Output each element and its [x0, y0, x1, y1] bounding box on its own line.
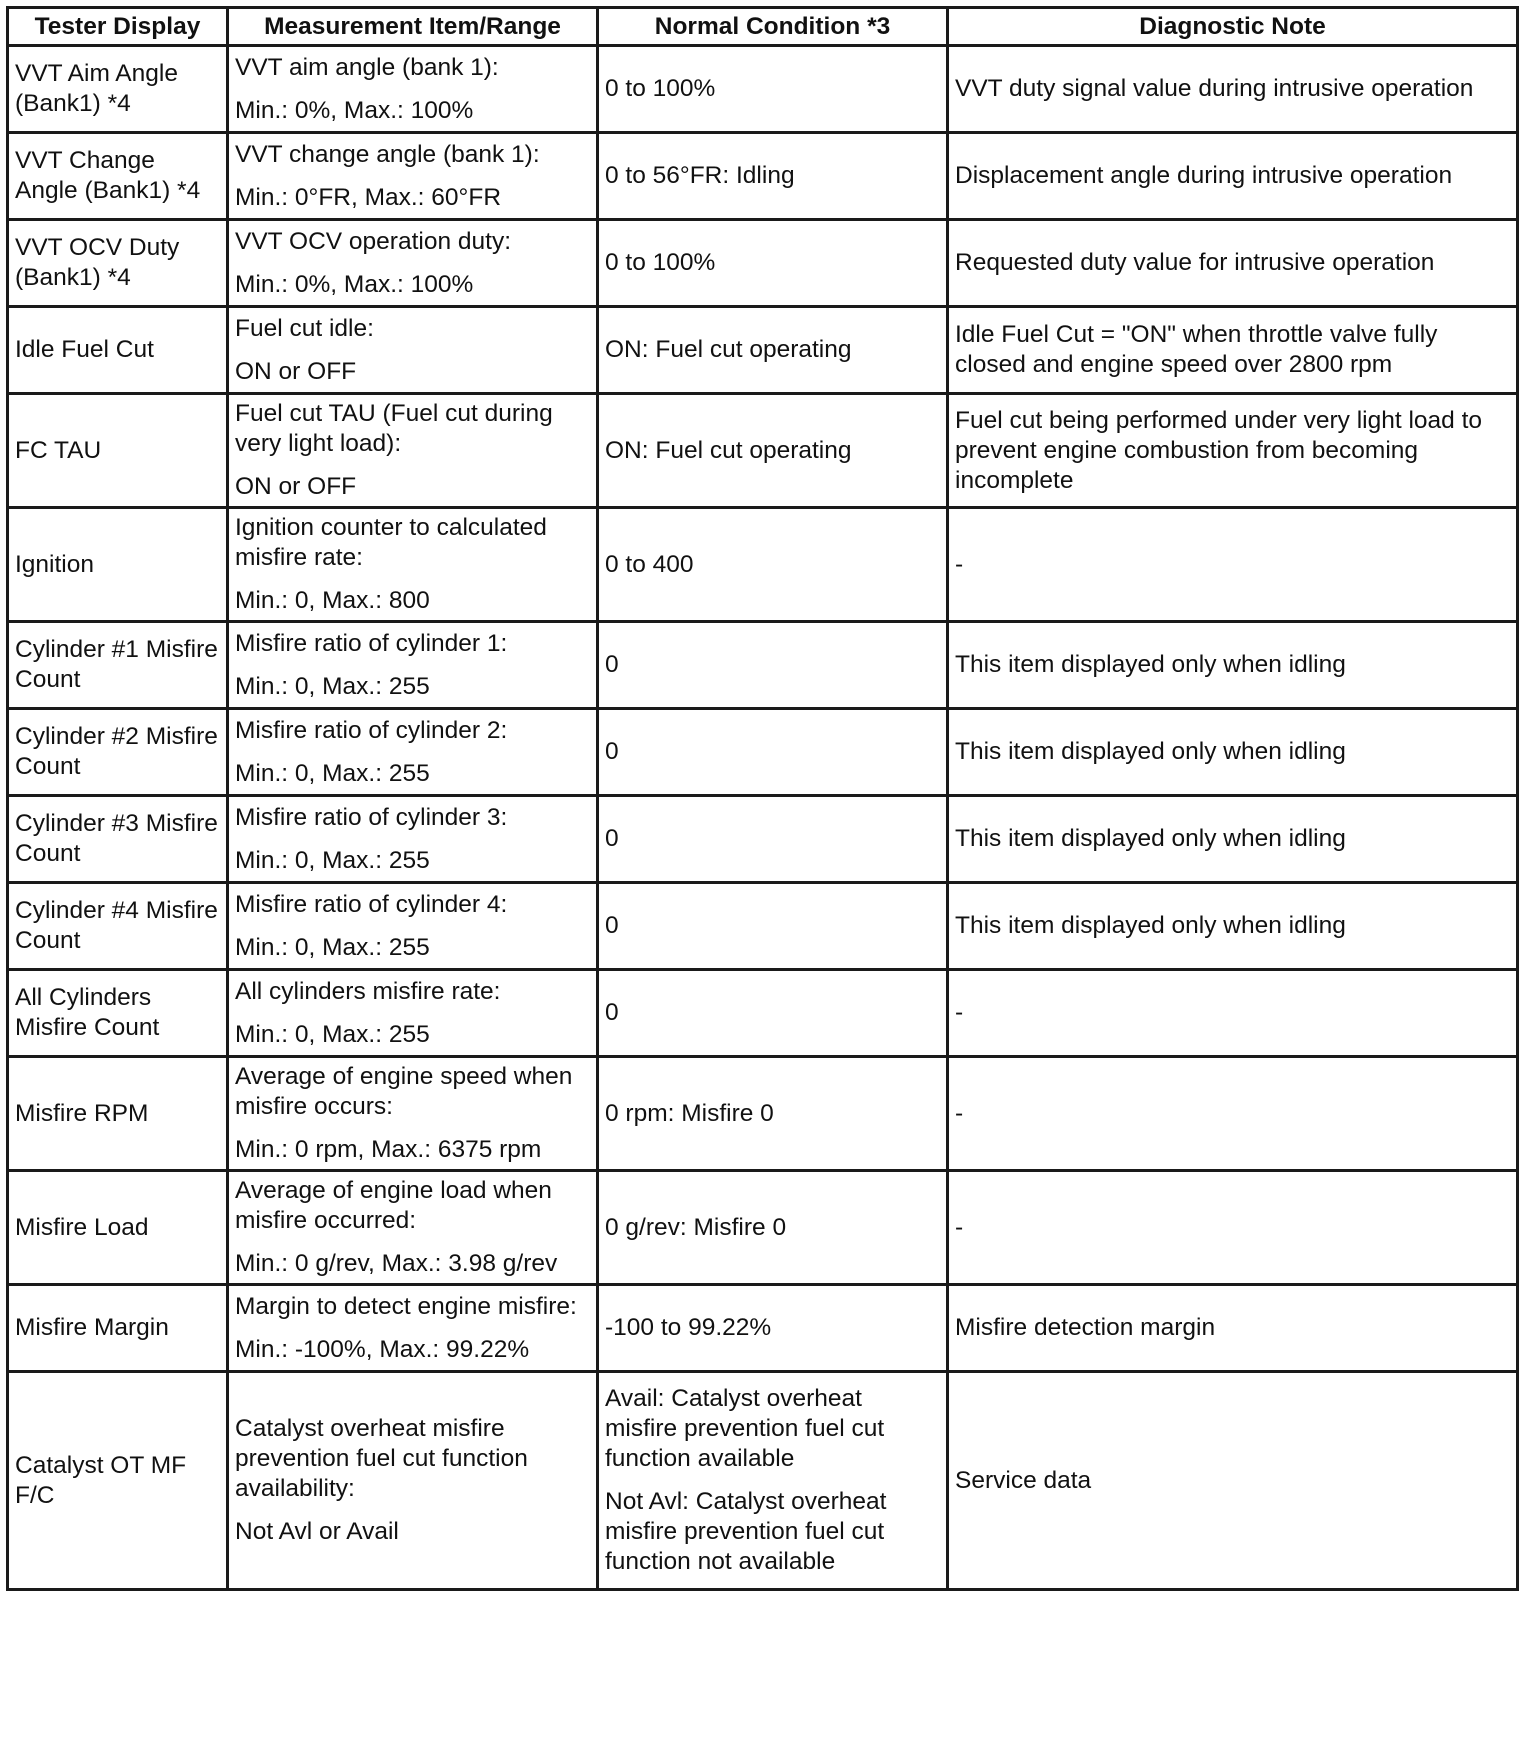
table-row [8, 508, 1518, 622]
table-row [8, 622, 1518, 709]
measurement-range: Min.: 0%, Max.: 100% [235, 96, 474, 124]
measurement-cell [228, 394, 598, 508]
diagnostic-note-cell: - [948, 1057, 1518, 1171]
header-measurement-item: Measurement Item/Range [228, 8, 598, 46]
tester-display-cell: Misfire RPM [8, 1057, 228, 1171]
table-row [8, 1171, 1518, 1285]
normal-condition-cell: -100 to 99.22% [598, 1285, 948, 1372]
measurement-range: ON or OFF [235, 473, 357, 500]
measurement-cell [228, 1285, 598, 1372]
table-row [8, 133, 1518, 220]
tester-display-cell: Cylinder #2 Misfire Count [8, 709, 228, 796]
table-row [8, 1372, 1518, 1590]
measurement-cell [228, 883, 598, 970]
normal-condition-cell: 0 g/rev: Misfire 0 [598, 1171, 948, 1285]
measurement-item: VVT change angle (bank 1): [235, 140, 540, 168]
normal-condition-cell: 0 rpm: Misfire 0 [598, 1057, 948, 1171]
table-row [8, 394, 1518, 508]
measurement-cell [228, 796, 598, 883]
normal-condition-avail: Avail: Catalyst overheat misfire prevention fuel cut function available [605, 1385, 885, 1472]
diagnostic-note-cell: - [948, 1171, 1518, 1285]
diagnostic-note-cell: Idle Fuel Cut = "ON" when throttle valve fully closed and engine speed over 2800 rpm [948, 307, 1518, 394]
measurement-item: Average of engine load when misfire occurred: [235, 1177, 552, 1234]
normal-condition-cell: 0 [598, 970, 948, 1057]
diagnostic-note-cell: Service data [948, 1372, 1518, 1590]
diagnostic-note-cell: VVT duty signal value during intrusive operation [948, 46, 1518, 133]
table-row [8, 970, 1518, 1057]
measurement-cell [228, 622, 598, 709]
header-diagnostic-note: Diagnostic Note [948, 8, 1518, 46]
normal-condition-cell [598, 1372, 948, 1590]
header-normal-condition: Normal Condition *3 [598, 8, 948, 46]
normal-condition-cell: 0 [598, 622, 948, 709]
diagnostic-note-cell: - [948, 508, 1518, 622]
measurement-item: Misfire ratio of cylinder 3: [235, 803, 508, 831]
measurement-range: Min.: 0, Max.: 255 [235, 1020, 430, 1048]
measurement-range: Min.: 0 g/rev, Max.: 3.98 g/rev [235, 1250, 558, 1277]
measurement-item: VVT OCV operation duty: [235, 227, 511, 255]
table-row [8, 709, 1518, 796]
measurement-item: Misfire ratio of cylinder 4: [235, 890, 508, 918]
normal-condition-cell: 0 to 56°FR: Idling [598, 133, 948, 220]
measurement-range: ON or OFF [235, 357, 357, 385]
measurement-range: Min.: 0, Max.: 800 [235, 587, 430, 614]
tester-display-cell: Cylinder #4 Misfire Count [8, 883, 228, 970]
measurement-item: Fuel cut TAU (Fuel cut during very light load): [235, 400, 553, 457]
measurement-item: Average of engine speed when misfire occurs: [235, 1063, 573, 1120]
normal-condition-cell: 0 [598, 709, 948, 796]
tester-display-cell: Catalyst OT MF F/C [8, 1372, 228, 1590]
measurement-range: Min.: 0, Max.: 255 [235, 759, 430, 787]
diagnostic-note-cell: Misfire detection margin [948, 1285, 1518, 1372]
tester-display-cell: VVT Change Angle (Bank1) *4 [8, 133, 228, 220]
data-list-table [6, 6, 1519, 1591]
measurement-cell [228, 970, 598, 1057]
tester-display-cell: VVT OCV Duty (Bank1) *4 [8, 220, 228, 307]
normal-condition-cell: 0 [598, 796, 948, 883]
diagnostic-note-cell: This item displayed only when idling [948, 796, 1518, 883]
page [6, 6, 1519, 1591]
measurement-cell [228, 508, 598, 622]
measurement-item: Misfire ratio of cylinder 2: [235, 716, 508, 744]
tester-display-cell: Ignition [8, 508, 228, 622]
measurement-range: Not Avl or Avail [235, 1518, 399, 1545]
measurement-range: Min.: 0, Max.: 255 [235, 933, 430, 961]
normal-condition-cell: 0 to 100% [598, 220, 948, 307]
measurement-cell [228, 220, 598, 307]
measurement-item: Misfire ratio of cylinder 1: [235, 629, 508, 657]
measurement-range: Min.: 0 rpm, Max.: 6375 rpm [235, 1136, 542, 1163]
tester-display-cell: Misfire Margin [8, 1285, 228, 1372]
measurement-range: Min.: 0, Max.: 255 [235, 846, 430, 874]
table-row [8, 1285, 1518, 1372]
table-row [8, 883, 1518, 970]
diagnostic-note-cell: Requested duty value for intrusive operation [948, 220, 1518, 307]
diagnostic-note-cell: This item displayed only when idling [948, 622, 1518, 709]
table-row [8, 46, 1518, 133]
measurement-cell [228, 1372, 598, 1590]
table-row [8, 796, 1518, 883]
diagnostic-note-cell: Fuel cut being performed under very light load to prevent engine combustion from becoming incomplete [948, 394, 1518, 508]
normal-condition-cell: 0 to 400 [598, 508, 948, 622]
measurement-range: Min.: -100%, Max.: 99.22% [235, 1335, 530, 1363]
tester-display-cell: Cylinder #1 Misfire Count [8, 622, 228, 709]
measurement-cell [228, 307, 598, 394]
measurement-item: Catalyst overheat misfire prevention fuel cut function availability: [235, 1415, 528, 1502]
measurement-item: Margin to detect engine misfire: [235, 1292, 577, 1320]
normal-condition-cell: 0 [598, 883, 948, 970]
tester-display-cell: FC TAU [8, 394, 228, 508]
tester-display-cell: Cylinder #3 Misfire Count [8, 796, 228, 883]
measurement-item: All cylinders misfire rate: [235, 977, 501, 1005]
measurement-cell [228, 46, 598, 133]
normal-condition-cell: ON: Fuel cut operating [598, 307, 948, 394]
measurement-item: Ignition counter to calculated misfire rate: [235, 514, 547, 571]
diagnostic-note-cell: Displacement angle during intrusive operation [948, 133, 1518, 220]
diagnostic-note-cell: This item displayed only when idling [948, 883, 1518, 970]
normal-condition-not-avail: Not Avl: Catalyst overheat misfire prevention fuel cut function not available [605, 1488, 887, 1575]
header-tester-display: Tester Display [8, 8, 228, 46]
table-row [8, 307, 1518, 394]
measurement-cell [228, 709, 598, 796]
measurement-range: Min.: 0, Max.: 255 [235, 672, 430, 700]
measurement-cell [228, 1171, 598, 1285]
table-row [8, 220, 1518, 307]
tester-display-cell: Idle Fuel Cut [8, 307, 228, 394]
diagnostic-note-cell: This item displayed only when idling [948, 709, 1518, 796]
normal-condition-cell: ON: Fuel cut operating [598, 394, 948, 508]
header-row [8, 8, 1518, 46]
measurement-range: Min.: 0°FR, Max.: 60°FR [235, 183, 502, 211]
tester-display-cell: Misfire Load [8, 1171, 228, 1285]
tester-display-cell: All Cylinders Misfire Count [8, 970, 228, 1057]
table-row [8, 1057, 1518, 1171]
normal-condition-cell: 0 to 100% [598, 46, 948, 133]
measurement-item: VVT aim angle (bank 1): [235, 53, 499, 81]
measurement-item: Fuel cut idle: [235, 314, 374, 342]
measurement-range: Min.: 0%, Max.: 100% [235, 270, 474, 298]
measurement-cell [228, 1057, 598, 1171]
tester-display-cell: VVT Aim Angle (Bank1) *4 [8, 46, 228, 133]
diagnostic-note-cell: - [948, 970, 1518, 1057]
measurement-cell [228, 133, 598, 220]
